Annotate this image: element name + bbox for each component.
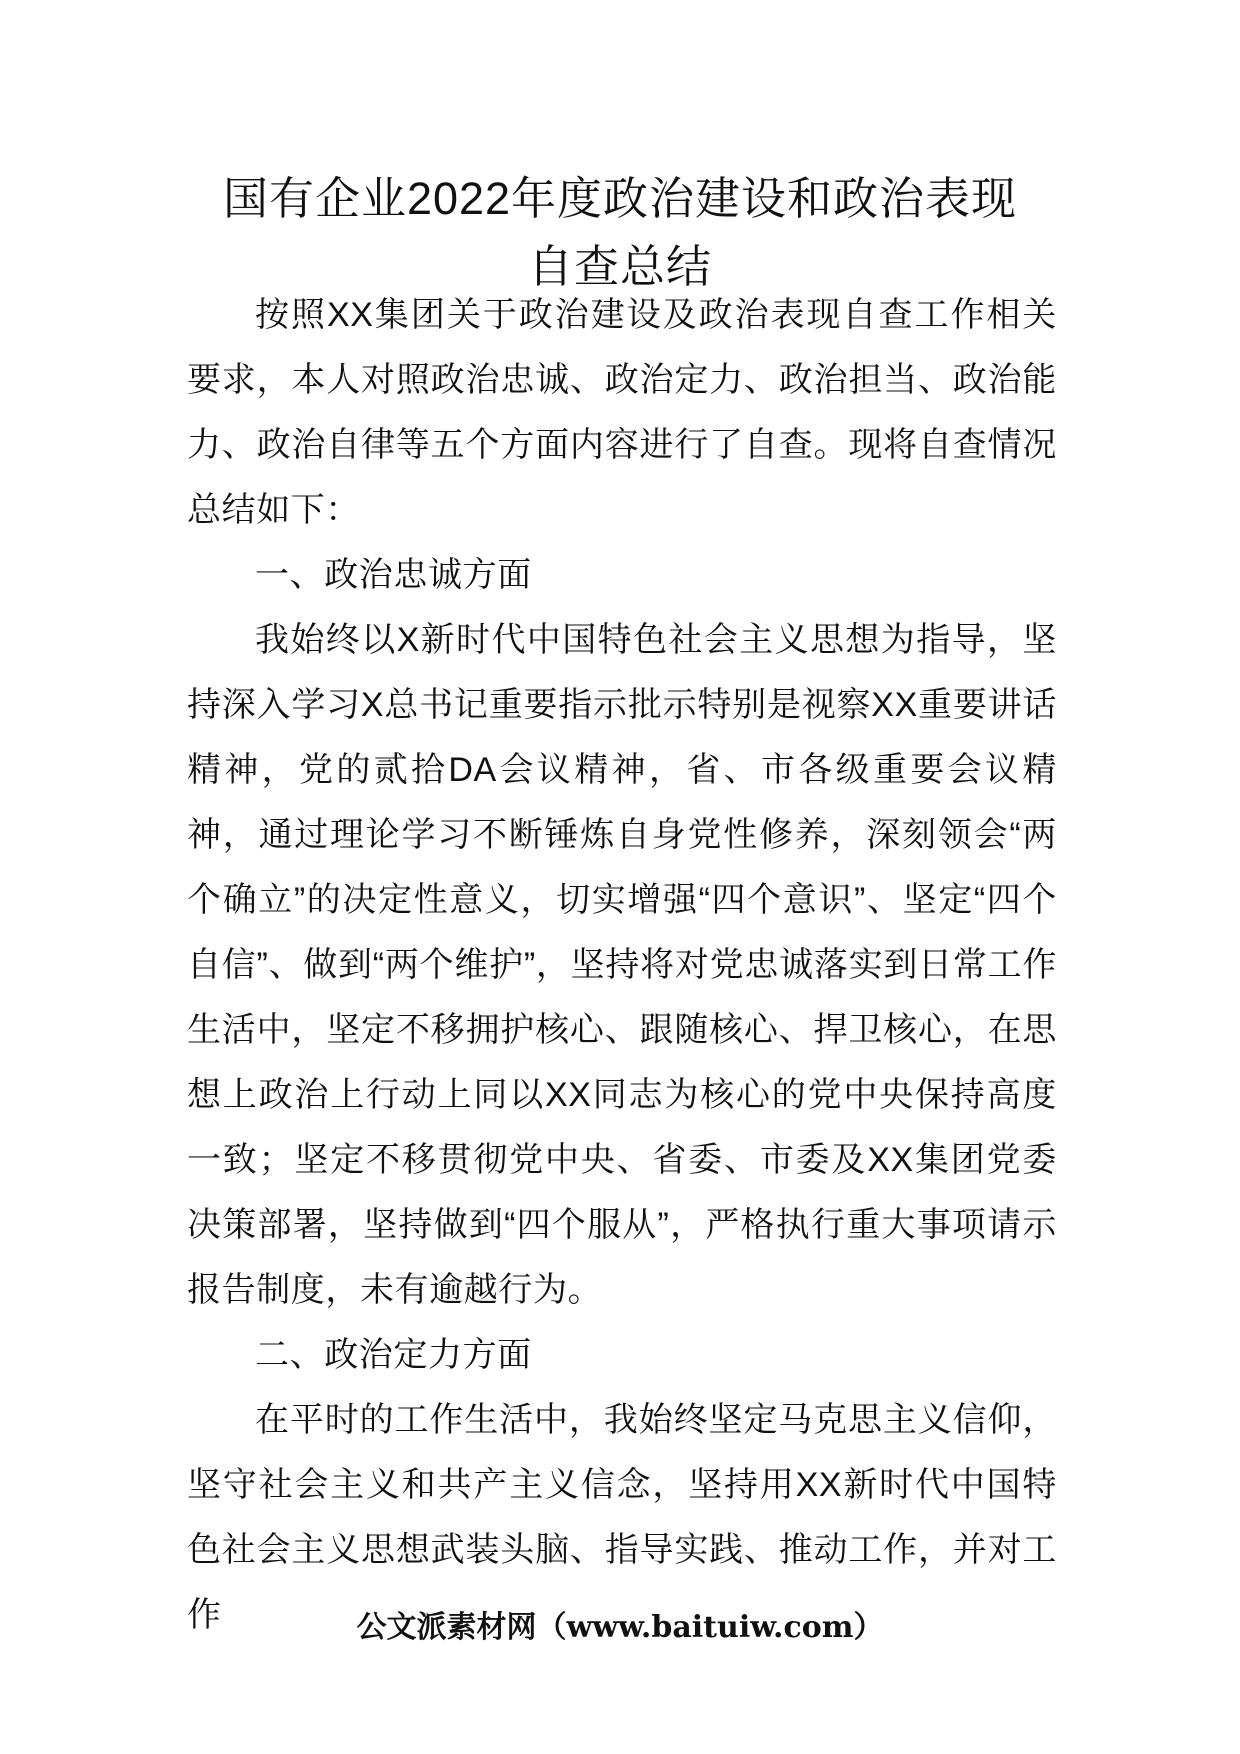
document-title-line2: 自查总结 <box>527 241 712 292</box>
footer-watermark: 公文派素材网（www.baituiw.com） <box>356 1610 884 1645</box>
intro-paragraph: 按照XX集团关于政治建设及政治表现自查工作相关要求，本人对照政治忠诚、政治定力、政治担当、政治能力、政治自律等五个方面内容进行了自查。现将自查情况总结如下： <box>187 296 1057 529</box>
section-paragraph-1: 我始终以X新时代中国特色社会主义思想为指导，坚持深入学习X总书记重要指示批示特别是视察XX重要讲话精神，党的贰拾DA会议精神，省、市各级重要会议精神，通过理论学习不断锤炼自身党性修养，深刻领会“两个确立”的决定性意义，切实增强“四个意识”、坚定“四个自信”、做到“两个维护”，坚持将对党忠诚落实到日常工作生活中，坚定不移拥护核心、跟随核心、捍卫核心，在思想上政治上行动上同以XX同志为核心的党中央保持高度一致；坚定不移贯彻党中央、省委、市委及XX集团党委决策部署，坚持做到“四个服从”，严格执行重大事项请示报告制度，未有逾越行为。 <box>187 621 1057 1309</box>
document-title-line1: 国有企业2022年度政治建设和政治表现 <box>222 173 1018 224</box>
document-body <box>187 283 1057 1648</box>
section-heading-1: 一、政治忠诚方面 <box>255 556 532 594</box>
section-paragraph-2: 在平时的工作生活中，我始终坚定马克思主义信仰，坚守社会主义和共产主义信念，坚持用XX新时代中国特色社会主义思想武装头脑、指导实践、推动工作，并对工作 <box>187 1401 1057 1634</box>
section-heading-2: 二、政治定力方面 <box>255 1336 532 1374</box>
